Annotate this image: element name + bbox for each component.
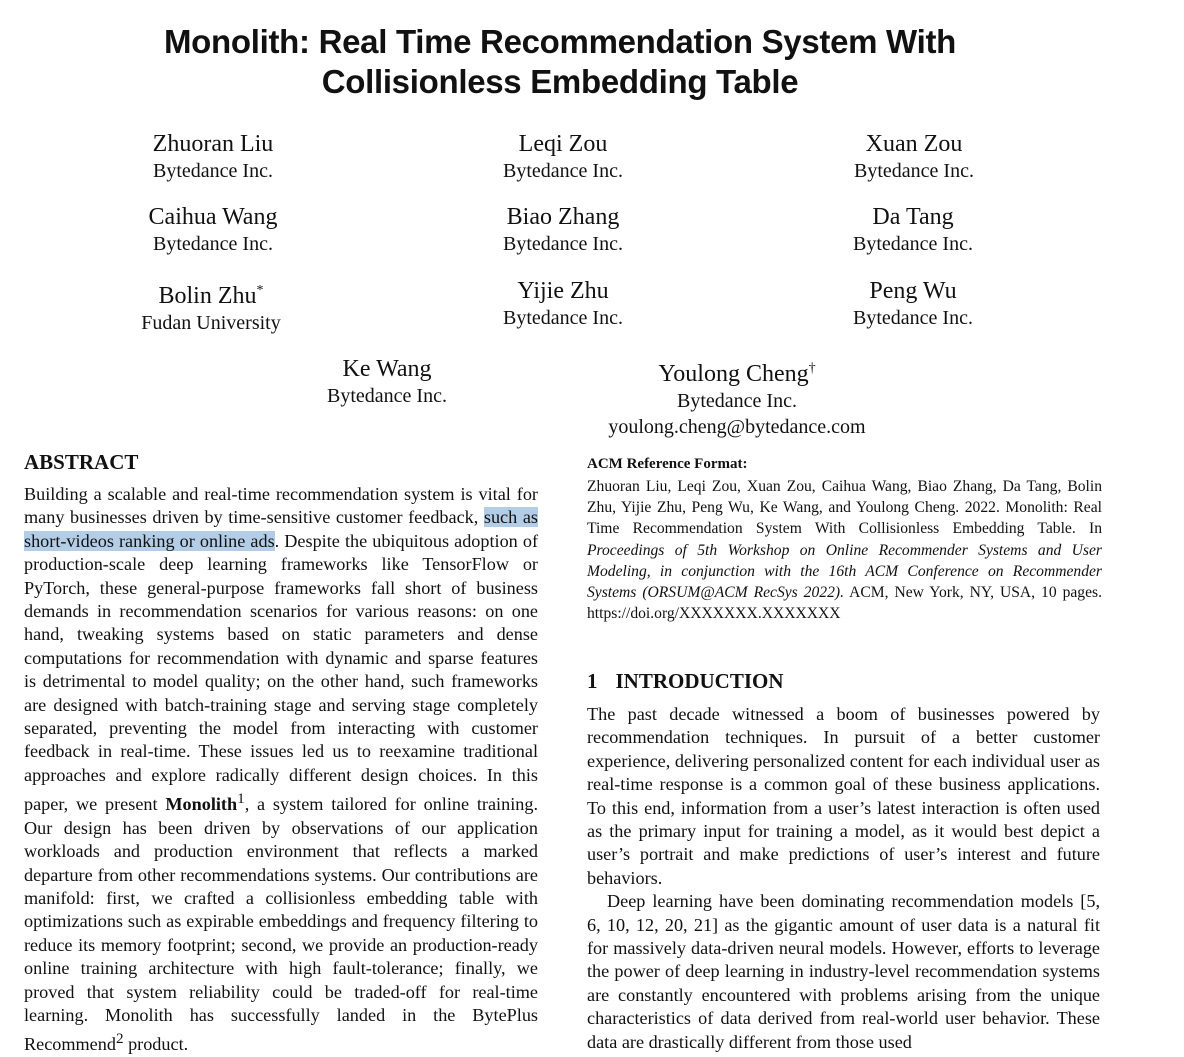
acm-reference-text: [587, 476, 1102, 624]
author-name-line: [61, 277, 361, 310]
abstract-text: [24, 483, 538, 1057]
author-name: Da Tang: [872, 204, 954, 230]
author-affiliation: Bytedance Inc.: [854, 160, 974, 182]
author-footnote-mark: *: [256, 283, 264, 298]
author-affiliation: Bytedance Inc.: [153, 160, 273, 182]
footnote-marker[interactable]: 1: [237, 790, 245, 808]
author-name: Youlong Cheng: [658, 361, 809, 387]
author-block: [413, 130, 713, 184]
intro-paragraph-1: The past decade witnessed a boom of businesses powered by recommendation techniques. In pursuit of a better customer experience, delivering personalized content for each individual user as real-time response is a common goal of these business applications. To this end, information from a user’s latest interaction is often used as the primary input for training a model, as it would best depict a user’s portrait and make predictions of user’s interest and future behaviors.: [587, 704, 1100, 888]
abstract-heading: ABSTRACT: [24, 450, 139, 474]
acm-reference-heading: ACM Reference Format:: [587, 456, 748, 472]
author-block: [587, 355, 887, 440]
author-name: Caihua Wang: [148, 204, 278, 230]
author-block: [763, 277, 1063, 331]
abstract-text-after: , a system tailored for online training. Our design has been driven by observations of our application workloads and production environment that reflects a marked departure from other recommendations systems. Our contributions are manifold: first, we crafted a collisionless embedding table with optimizations such as expirable embeddings and frequency filtering to reduce its memory footprint; second, we provide an production-ready online training architecture with high fault-tolerance; finally, we proved that system reliability could be traded-off for real-time learning. Monolith has successfully landed in the BytePlus Recommend: [24, 794, 538, 1055]
author-block: [237, 355, 537, 409]
title-line-1: Monolith: Real Time Recommendation System With: [163, 23, 957, 60]
author-block: [764, 130, 1064, 184]
author-affiliation: Bytedance Inc.: [503, 307, 623, 329]
abstract-text-start: Building a scalable and real-time recommendation system is vital for many businesses driven by time-sensitive customer feedback,: [24, 484, 538, 528]
author-affiliation: Bytedance Inc.: [853, 307, 973, 329]
author-name: Xuan Zou: [865, 131, 963, 157]
section-heading-introduction: [587, 669, 784, 694]
author-name: Biao Zhang: [506, 204, 620, 230]
author-name: Bolin Zhu: [158, 283, 257, 309]
author-name: Ke Wang: [342, 356, 432, 382]
paper-title: [0, 22, 1120, 102]
author-block: [61, 277, 361, 336]
author-affiliation: Bytedance Inc.: [153, 233, 273, 255]
author-block: [63, 130, 363, 184]
introduction-body: [587, 703, 1100, 1054]
abstract-text-mid: . Despite the ubiquitous adoption of production-scale deep learning frameworks like TensorFlow or PyTorch, these general-purpose frameworks fall short of business demands in recommendation scenarios for various reasons: on one hand, tweaking systems based on static parameters and dense computations for recommendation with dynamic and sparse features is detrimental to model quality; on the other hand, such frameworks are designed with batch-training stage and serving stage completely separated, preventing the model from interacting with customer feedback in real-time. These issues led us to reexamine traditional approaches and explore radically different design choices. In this paper, we present: [24, 530, 539, 815]
acm-reference-venue: Proceedings of 5th Workshop on Online Recommender Systems and User Modeling, in conjunction with the 16th ACM Conference on Recommender Systems (ORSUM@ACM RecSys 2022).: [587, 541, 1102, 602]
abstract-text-end: product.: [123, 1034, 189, 1055]
author-block: [63, 203, 363, 257]
author-affiliation: Bytedance Inc.: [503, 233, 623, 255]
footnote-marker[interactable]: 2: [115, 1030, 124, 1048]
author-email[interactable]: youlong.cheng@bytedance.com: [608, 416, 866, 438]
acm-reference-text-1: Zhuoran Liu, Leqi Zou, Xuan Zou, Caihua Wang, Biao Zhang, Da Tang, Bolin Zhu, Yijie Zhu, Peng Wu, Ke Wang, and Youlong Cheng. 2022. Monolith: Real Time Recommendation System With Collisionless Embedding Table. In: [587, 478, 1102, 538]
highlighted-text-selection[interactable]: such as short-videos ranking or online ads: [24, 507, 538, 551]
author-name: Peng Wu: [869, 278, 957, 304]
section-number: 1: [587, 669, 598, 693]
author-affiliation: Fudan University: [141, 312, 281, 334]
author-name: Leqi Zou: [518, 131, 608, 157]
author-block: [413, 277, 713, 331]
intro-paragraph-2: Deep learning have been dominating recommendation models [5, 6, 10, 12, 20, 21] as the gigantic amount of user data is a natural fit for massively data-driven neural models. However, efforts to leverage the power of deep learning in industry-level recommendation systems are constantly encountered with problems arising from the unique characteristics of data derived from real-world user behavior. These data are drastically different from those used: [587, 891, 1100, 1052]
author-block: [413, 203, 713, 257]
section-title: INTRODUCTION: [615, 669, 784, 693]
author-affiliation: Bytedance Inc.: [327, 385, 447, 407]
author-affiliation: Bytedance Inc.: [677, 390, 797, 412]
author-footnote-mark: †: [808, 361, 816, 376]
system-name: Monolith: [165, 794, 238, 815]
title-line-2: Collisionless Embedding Table: [321, 63, 799, 100]
author-name: Zhuoran Liu: [152, 131, 274, 157]
author-affiliation: Bytedance Inc.: [853, 233, 973, 255]
author-name: Yijie Zhu: [517, 278, 609, 304]
author-affiliation: Bytedance Inc.: [503, 160, 623, 182]
acm-reference-text-2: ACM, New York, NY, USA, 10 pages. https://doi.org/XXXXXXX.XXXXXXX: [587, 584, 1102, 623]
author-block: [763, 203, 1063, 257]
author-name-line: [587, 355, 887, 388]
